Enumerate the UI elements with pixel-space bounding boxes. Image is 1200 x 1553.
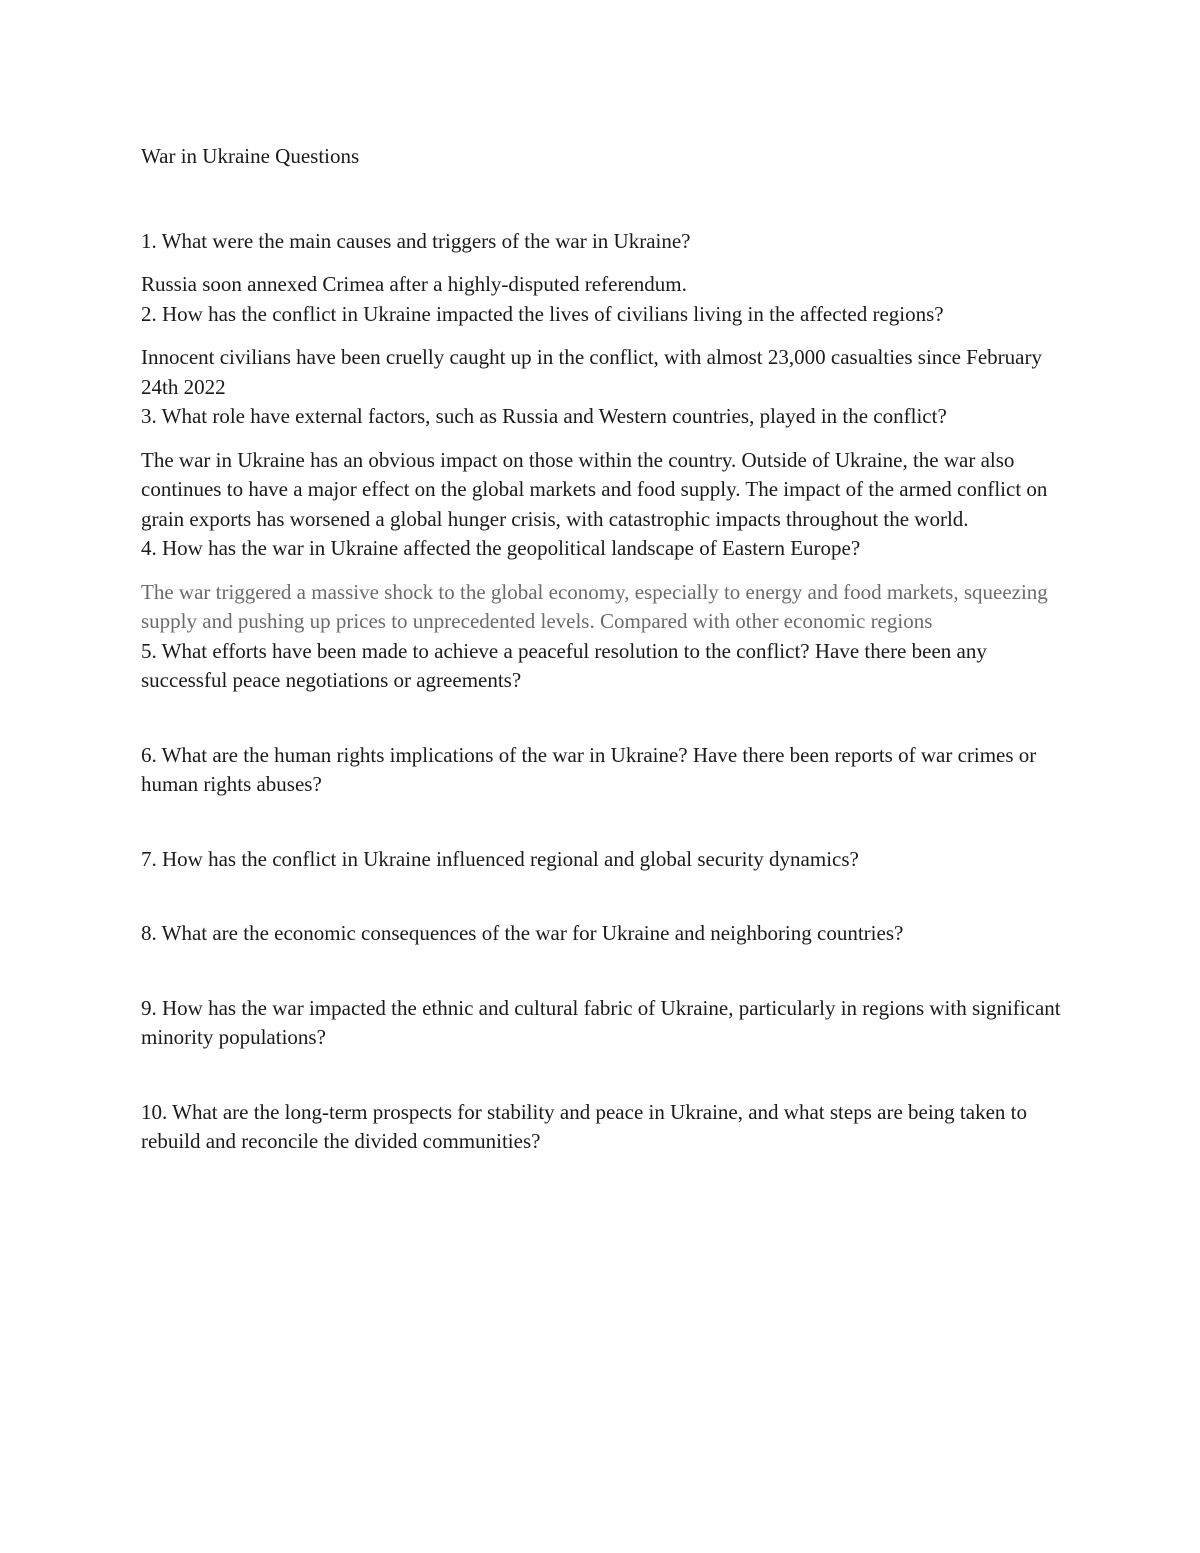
question-5: 5. What efforts have been made to achieve a peaceful resolution to the conflict? Have there been any successful peace negotiations or agreements?	[141, 638, 987, 692]
document-body	[141, 142, 1066, 1157]
question-6: 6. What are the human rights implications of the war in Ukraine? Have there been reports of war crimes or human rights abuses?	[141, 742, 1037, 796]
question-10: 10. What are the long-term prospects for stability and peace in Ukraine, and what steps are being taken to rebuild and reconcile the divided communities?	[141, 1099, 1027, 1153]
qa-item-5	[141, 637, 1066, 696]
question-9: 9. How has the war impacted the ethnic and cultural fabric of Ukraine, particularly in regions with significant minority populations?	[141, 995, 1061, 1049]
qa-item-8	[141, 919, 1066, 949]
answer-3: The war in Ukraine has an obvious impact on those within the country. Outside of Ukraine, the war also continues to have a major effect on the global markets and food supply. The impact of the armed conflict on grain exports has worsened a global hunger crisis, with catastrophic impacts throughout the world.	[141, 447, 1048, 531]
question-4: 4. How has the war in Ukraine affected the geopolitical landscape of Eastern Europe?	[141, 536, 861, 560]
answer-2: Innocent civilians have been cruelly caught up in the conflict, with almost 23,000 casualties since February 24th 2022	[141, 345, 1042, 399]
question-2: 2. How has the conflict in Ukraine impacted the lives of civilians living in the affected regions?	[141, 301, 944, 326]
qa-item-6	[141, 741, 1066, 800]
question-3: 3. What role have external factors, such as Russia and Western countries, played in the conflict?	[141, 404, 947, 428]
qa-item-9	[141, 994, 1066, 1053]
qa-item-2	[141, 300, 1066, 403]
document-title: War in Ukraine Questions	[141, 144, 360, 168]
qa-item-4	[141, 534, 1066, 637]
question-7: 7. How has the conflict in Ukraine influenced regional and global security dynamics?	[141, 846, 859, 871]
answer-4: The war triggered a massive shock to the global economy, especially to energy and food markets, squeezing supply and pushing up prices to unprecedented levels. Compared with other economic regions	[141, 579, 1048, 633]
question-1: 1. What were the main causes and triggers of the war in Ukraine?	[141, 228, 691, 253]
qa-item-3	[141, 402, 1066, 534]
qa-item-1	[141, 227, 1066, 300]
qa-item-10	[141, 1098, 1066, 1157]
question-8: 8. What are the economic consequences of the war for Ukraine and neighboring countries?	[141, 921, 904, 945]
qa-item-7	[141, 845, 1066, 875]
answer-1: Russia soon annexed Crimea after a highly-disputed referendum.	[141, 272, 687, 296]
